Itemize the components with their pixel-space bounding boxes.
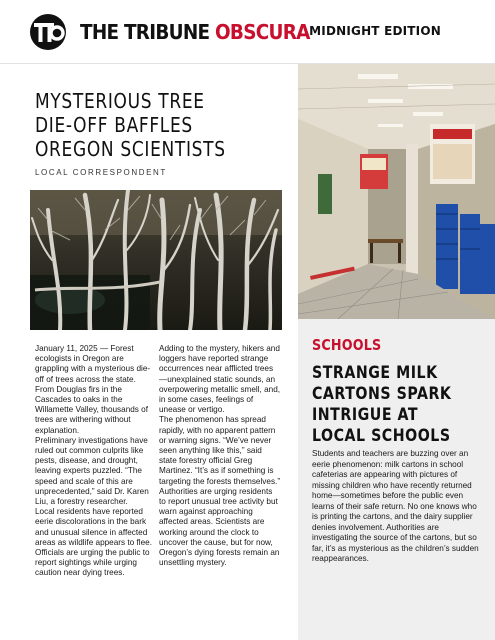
brand-accent: OBSCURA [215,20,310,44]
tto-logo-icon[interactable] [30,14,66,50]
paragraph: Local residents have reported eerie discolorations in the bark and unusual silence in affected areas as wildlife appears to flee. Officials are urging the public to report sightings while urging caution near dying trees. [35,507,152,578]
school-hallway-photo [298,64,495,319]
paragraph: Adding to the mystery, hikers and loggers have reported strange occurrences near afflicted trees—unexplained static sounds, an overpowering metallic smell, and, in some cases, feelings of unease or vertigo. [159,344,281,415]
section-label-schools[interactable]: SCHOOLS [312,336,382,354]
brand-title[interactable] [80,19,310,45]
edition-label: MIDNIGHT EDITION [309,24,441,38]
side-story-body: Students and teachers are buzzing over an eerie phenomenon: milk cartons in school cafeterias are appearing with pictures of missing children who have recently returned home—sometimes before the public even learns of their safe return. No one knows who is printing the cartons, and the dairy supplier denies involvement. Authorities are investigating the source of the cartons, but so far, it’s as mysterious as the children’s sudden reappearances. [312,449,479,563]
masthead [0,0,495,64]
paragraph: January 11, 2025 — Forest ecologists in Oregon are grappling with a mysterious die-off of trees across the state. From Douglas firs in the Cascades to oaks in the Willamette Valley, thousands of trees are withering without explanation. [35,344,151,435]
brand-primary: THE TRIBUNE [80,20,210,44]
paragraph: Authorities are urging residents to report unusual tree activity but warn against approaching affected areas. Scientists are working around the clock to uncover the cause, but for now, Oregon’s dying forests remain an unsettling mystery. [159,486,280,568]
byline: LOCAL CORRESPONDENT [35,168,167,177]
paragraph: The phenomenon has spread rapidly, with no apparent pattern or warning signs. “We’ve never seen anything like this,” said state forestry official Greg Martinez. “It’s as if something is targeting the forests themselves.” [159,415,281,486]
main-story-column-1 [35,344,153,579]
paragraph: Preliminary investigations have ruled out common culprits like pests, disease, and drought, leaving experts puzzled. “The speed and scale of this are unprecedented,” said Dr. Karen Liu, a forestry researcher. [35,435,149,507]
forest-photo [30,190,282,330]
main-story-column-2 [159,344,281,568]
side-headline[interactable]: STRANGE MILK CARTONS SPARK INTRIGUE AT LOCAL SCHOOLS [312,363,452,445]
main-headline[interactable]: MYSTERIOUS TREE DIE-OFF BAFFLES OREGON SCIENTISTS [35,89,226,161]
